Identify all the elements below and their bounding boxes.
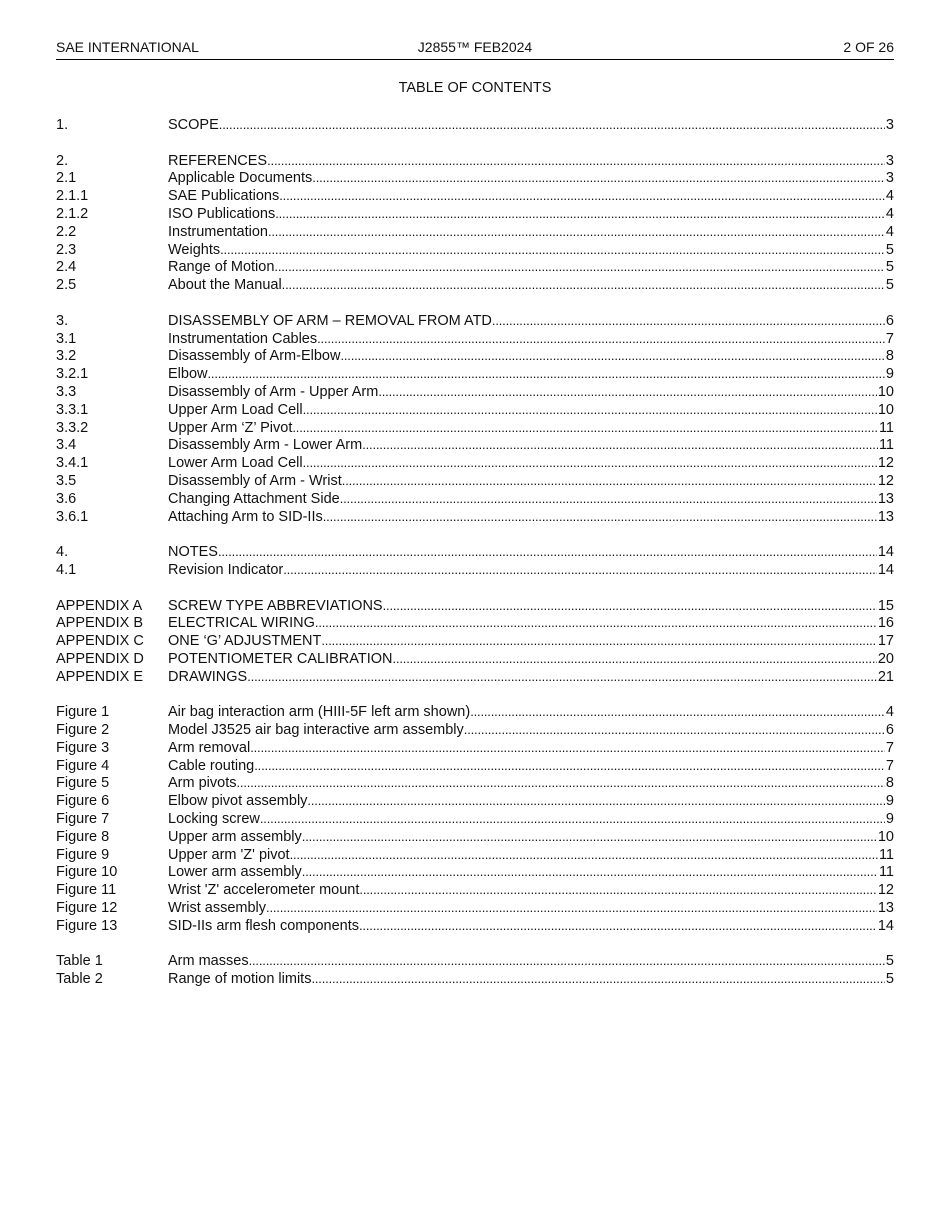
dot-leader bbox=[279, 187, 885, 205]
toc-entry-number: Table 2 bbox=[56, 971, 103, 988]
toc-entry-number: Figure 9 bbox=[56, 846, 110, 863]
toc-entry[interactable] bbox=[56, 668, 894, 686]
toc-title: TABLE OF CONTENTS bbox=[398, 80, 552, 96]
toc-entry-page: 14 bbox=[877, 917, 894, 934]
dot-leader bbox=[292, 419, 878, 437]
toc-entry-number: Figure 1 bbox=[56, 704, 110, 721]
toc-entry-page: 7 bbox=[885, 757, 894, 774]
toc-entry[interactable] bbox=[56, 650, 894, 668]
toc-entry[interactable] bbox=[56, 365, 894, 383]
toc-entry-page: 15 bbox=[877, 597, 894, 614]
toc-entry-number: 3.2.1 bbox=[56, 366, 89, 383]
toc-entry[interactable] bbox=[56, 347, 894, 365]
toc-entry-page: 8 bbox=[885, 348, 894, 365]
toc-entry-number: 2. bbox=[56, 152, 69, 169]
dot-leader bbox=[312, 169, 885, 187]
toc-entry-page: 14 bbox=[877, 544, 894, 561]
dot-leader bbox=[267, 152, 885, 170]
toc-entry-number: 3.3.1 bbox=[56, 401, 89, 418]
toc-entry-title: Locking screw bbox=[168, 811, 260, 828]
dot-leader bbox=[303, 401, 877, 419]
toc-entry-page: 5 bbox=[885, 259, 894, 276]
toc-entry-page: 5 bbox=[885, 277, 894, 294]
header-page-number: 2 OF 26 bbox=[843, 39, 894, 55]
toc-entry[interactable] bbox=[56, 561, 894, 579]
toc-entry[interactable] bbox=[56, 258, 894, 276]
toc-group bbox=[56, 703, 894, 934]
toc-entry[interactable] bbox=[56, 187, 894, 205]
toc-entry[interactable] bbox=[56, 436, 894, 454]
dot-leader bbox=[492, 312, 885, 330]
toc-entry[interactable] bbox=[56, 223, 894, 241]
toc-entry-number: 2.3 bbox=[56, 241, 77, 258]
dot-leader bbox=[290, 846, 878, 864]
dot-leader bbox=[393, 650, 877, 668]
dot-leader bbox=[342, 472, 877, 490]
toc-entry-number: 3.3.2 bbox=[56, 419, 89, 436]
toc-entry[interactable] bbox=[56, 419, 894, 437]
dot-leader bbox=[247, 668, 877, 686]
dot-leader bbox=[275, 205, 885, 223]
toc-entry-title: Arm masses bbox=[168, 953, 249, 970]
toc-entry-number: Figure 11 bbox=[56, 882, 117, 899]
toc-entry[interactable] bbox=[56, 917, 894, 935]
toc-entry-title: Upper arm 'Z' pivot bbox=[168, 846, 290, 863]
toc-entry-number: 2.1.1 bbox=[56, 188, 89, 205]
toc-entry[interactable] bbox=[56, 597, 894, 615]
dot-leader bbox=[303, 454, 877, 472]
toc-entry[interactable] bbox=[56, 152, 894, 170]
toc-entry-page: 21 bbox=[877, 668, 894, 685]
toc-entry-title: Cable routing bbox=[168, 757, 255, 774]
dot-leader bbox=[249, 952, 885, 970]
toc-entry-title: Model J3525 air bag interactive arm assembly bbox=[168, 722, 464, 739]
toc-entry[interactable] bbox=[56, 401, 894, 419]
toc-entry-title: SAE Publications bbox=[168, 188, 280, 205]
dot-leader bbox=[311, 970, 884, 988]
dot-leader bbox=[340, 347, 884, 365]
toc-entry[interactable] bbox=[56, 828, 894, 846]
toc-entry-title: DRAWINGS bbox=[168, 668, 248, 685]
dot-leader bbox=[268, 223, 885, 241]
toc-entry[interactable] bbox=[56, 241, 894, 259]
toc-entry-number: Figure 5 bbox=[56, 775, 110, 792]
toc-entry-number: Figure 4 bbox=[56, 757, 110, 774]
toc-entry[interactable] bbox=[56, 846, 894, 864]
toc-entry[interactable] bbox=[56, 312, 894, 330]
toc-entry-number: Figure 7 bbox=[56, 811, 110, 828]
toc-entry[interactable] bbox=[56, 774, 894, 792]
toc-entry-page: 9 bbox=[885, 811, 894, 828]
toc-entry[interactable] bbox=[56, 614, 894, 632]
toc-entry-page: 3 bbox=[885, 117, 894, 133]
toc-entry-title: Revision Indicator bbox=[168, 561, 284, 578]
toc-entry[interactable] bbox=[56, 632, 894, 650]
toc-entry-page: 12 bbox=[877, 455, 894, 472]
toc-entry-title: Weights bbox=[168, 241, 221, 258]
toc-entry-page: 4 bbox=[885, 205, 894, 222]
toc-entry-title: Arm pivots bbox=[168, 775, 237, 792]
toc-entry-title: Disassembly of Arm-Elbow bbox=[168, 348, 341, 365]
header-document-id: J2855™ FEB2024 bbox=[417, 39, 533, 55]
dot-leader bbox=[250, 739, 885, 757]
toc-entry-title: SCREW TYPE ABBREVIATIONS bbox=[168, 597, 383, 614]
dot-leader bbox=[359, 917, 877, 935]
toc-entry-title: Wrist assembly bbox=[168, 900, 267, 917]
toc-entry-page: 7 bbox=[885, 330, 894, 347]
toc-entry-page: 3 bbox=[885, 170, 894, 187]
toc-entry[interactable] bbox=[56, 330, 894, 348]
toc-entry[interactable] bbox=[56, 952, 894, 970]
dot-leader bbox=[283, 561, 877, 579]
toc-entry-title: Lower Arm Load Cell bbox=[168, 455, 303, 472]
toc-entry[interactable] bbox=[56, 970, 894, 988]
toc-entry-number: Table 1 bbox=[56, 953, 103, 970]
toc-entry[interactable] bbox=[56, 792, 894, 810]
toc-entry-title: Upper Arm ‘Z’ Pivot bbox=[168, 419, 293, 436]
toc-entry-page: 13 bbox=[877, 900, 894, 917]
toc-entry-number: Figure 10 bbox=[56, 864, 118, 881]
toc-entry-title: SCOPE bbox=[168, 117, 219, 133]
dot-leader bbox=[340, 490, 877, 508]
dot-leader bbox=[383, 597, 877, 615]
toc-entry-title: Disassembly of Arm - Wrist bbox=[168, 472, 342, 489]
dot-leader bbox=[282, 276, 885, 294]
dot-leader bbox=[274, 258, 885, 276]
toc-entry-page: 11 bbox=[878, 419, 894, 436]
toc-entry-title: Upper arm assembly bbox=[168, 828, 302, 845]
toc-entry-page: 9 bbox=[885, 793, 894, 810]
toc-entry-page: 16 bbox=[877, 615, 894, 632]
toc-entry[interactable] bbox=[56, 490, 894, 508]
toc-entry-number: 3.4 bbox=[56, 437, 77, 454]
dot-leader bbox=[464, 721, 885, 739]
toc-group bbox=[56, 152, 894, 294]
dot-leader bbox=[302, 863, 878, 881]
dot-leader bbox=[315, 614, 877, 632]
toc-entry-page: 17 bbox=[877, 633, 894, 650]
toc-entry-number: 3. bbox=[56, 312, 69, 329]
toc-entry-title: Range of Motion bbox=[168, 259, 275, 276]
toc-entry-page: 3 bbox=[885, 152, 894, 169]
toc-entry-number: 2.5 bbox=[56, 277, 77, 294]
dot-leader bbox=[260, 810, 885, 828]
toc-entry-title: Disassembly Arm - Lower Arm bbox=[168, 437, 363, 454]
toc-entry-page: 11 bbox=[878, 864, 894, 881]
toc-entry[interactable] bbox=[56, 454, 894, 472]
toc-entry-title: Disassembly of Arm - Upper Arm bbox=[168, 383, 379, 400]
toc-entry-number: 4.1 bbox=[56, 561, 77, 578]
toc-entry-title: DISASSEMBLY OF ARM – REMOVAL FROM ATD bbox=[168, 312, 492, 329]
toc-entry-number: 2.1 bbox=[56, 170, 77, 187]
dot-leader bbox=[378, 383, 877, 401]
dot-leader bbox=[470, 703, 885, 721]
toc-entry-page: 20 bbox=[877, 650, 894, 667]
toc-entry[interactable] bbox=[56, 276, 894, 294]
toc-entry-page: 10 bbox=[877, 383, 894, 400]
toc-group bbox=[56, 952, 894, 988]
toc-entry-title: Upper Arm Load Cell bbox=[168, 401, 303, 418]
dot-leader bbox=[362, 436, 878, 454]
toc-entry-title: POTENTIOMETER CALIBRATION bbox=[168, 650, 393, 667]
toc-entry-page: 11 bbox=[878, 846, 894, 863]
toc-entry[interactable] bbox=[56, 810, 894, 828]
toc-entry-title: Changing Attachment Side bbox=[168, 490, 340, 507]
toc-entry-title: NOTES bbox=[168, 544, 218, 561]
toc-entry-number: APPENDIX C bbox=[56, 633, 144, 650]
toc-entry-number: APPENDIX B bbox=[56, 615, 144, 632]
toc-entry[interactable] bbox=[56, 508, 894, 526]
toc-entry-number: 2.1.2 bbox=[56, 205, 89, 222]
toc-entry-title: About the Manual bbox=[168, 277, 282, 294]
toc-entry-title: Applicable Documents bbox=[168, 170, 313, 187]
toc-entry-page: 4 bbox=[885, 704, 894, 721]
toc-entry-page: 13 bbox=[877, 508, 894, 525]
table-of-contents bbox=[56, 116, 894, 1006]
dot-leader bbox=[208, 365, 885, 383]
toc-entry[interactable] bbox=[56, 721, 894, 739]
toc-entry-number: 3.1 bbox=[56, 330, 77, 347]
toc-entry-number: 3.6.1 bbox=[56, 508, 89, 525]
toc-entry-number: Figure 8 bbox=[56, 828, 110, 845]
toc-entry-page: 14 bbox=[877, 561, 894, 578]
dot-leader bbox=[266, 899, 877, 917]
dot-leader bbox=[359, 881, 876, 899]
toc-entry[interactable] bbox=[56, 543, 894, 561]
toc-entry-number: Figure 6 bbox=[56, 793, 110, 810]
toc-entry-title: Lower arm assembly bbox=[168, 864, 302, 881]
toc-entry-number: 2.2 bbox=[56, 223, 77, 240]
toc-entry[interactable] bbox=[56, 703, 894, 721]
toc-entry[interactable] bbox=[56, 739, 894, 757]
toc-entry-number: Figure 2 bbox=[56, 722, 110, 739]
toc-entry-title: ISO Publications bbox=[168, 205, 276, 222]
toc-entry-page: 5 bbox=[885, 953, 894, 970]
toc-entry-title: Wrist 'Z' accelerometer mount bbox=[168, 882, 360, 899]
toc-entry-number: Figure 3 bbox=[56, 739, 110, 756]
toc-entry-page: 7 bbox=[885, 739, 894, 756]
toc-entry-number: Figure 13 bbox=[56, 917, 118, 934]
toc-entry-page: 10 bbox=[877, 401, 894, 418]
dot-leader bbox=[307, 792, 885, 810]
toc-entry-number: 3.3 bbox=[56, 383, 77, 400]
toc-entry-page: 11 bbox=[878, 437, 894, 454]
toc-entry[interactable] bbox=[56, 205, 894, 223]
toc-entry-page: 4 bbox=[885, 188, 894, 205]
toc-entry-page: 5 bbox=[885, 241, 894, 258]
toc-entry-title: Instrumentation Cables bbox=[168, 330, 318, 347]
toc-group bbox=[56, 116, 894, 134]
toc-entry[interactable] bbox=[56, 863, 894, 881]
dot-leader bbox=[254, 757, 885, 775]
toc-entry[interactable] bbox=[56, 169, 894, 187]
toc-entry[interactable] bbox=[56, 116, 894, 134]
toc-entry[interactable] bbox=[56, 757, 894, 775]
toc-entry-page: 13 bbox=[877, 490, 894, 507]
toc-entry-page: 10 bbox=[877, 828, 894, 845]
toc-entry-number: Figure 12 bbox=[56, 900, 118, 917]
toc-entry-title: SID-IIs arm flesh components bbox=[168, 917, 359, 934]
toc-entry-title: Attaching Arm to SID-IIs bbox=[168, 508, 323, 525]
dot-leader bbox=[220, 241, 885, 259]
toc-entry[interactable] bbox=[56, 472, 894, 490]
toc-entry-title: REFERENCES bbox=[168, 152, 268, 169]
toc-entry-number: APPENDIX D bbox=[56, 650, 144, 667]
toc-group bbox=[56, 312, 894, 526]
dot-leader bbox=[237, 774, 885, 792]
toc-entry[interactable] bbox=[56, 881, 894, 899]
toc-entry-page: 6 bbox=[885, 722, 894, 739]
toc-entry-title: Range of motion limits bbox=[168, 971, 312, 988]
toc-entry-page: 5 bbox=[885, 971, 894, 988]
toc-entry-page: 8 bbox=[885, 775, 894, 792]
toc-entry-page: 4 bbox=[885, 223, 894, 240]
toc-entry-title: Elbow bbox=[168, 366, 208, 383]
toc-entry-number: 1. bbox=[56, 117, 69, 133]
dot-leader bbox=[317, 330, 885, 348]
toc-entry-number: 2.4 bbox=[56, 259, 77, 276]
toc-entry-number: 3.2 bbox=[56, 348, 77, 365]
toc-group bbox=[56, 597, 894, 686]
toc-entry-title: Instrumentation bbox=[168, 223, 268, 240]
page-header bbox=[56, 38, 894, 60]
toc-entry-number: 4. bbox=[56, 544, 69, 561]
toc-entry-title: Elbow pivot assembly bbox=[168, 793, 308, 810]
toc-entry-title: ONE ‘G’ ADJUSTMENT bbox=[168, 633, 322, 650]
dot-leader bbox=[323, 508, 877, 526]
toc-entry-page: 12 bbox=[877, 882, 894, 899]
header-publisher: SAE INTERNATIONAL bbox=[56, 39, 199, 55]
toc-entry-page: 12 bbox=[877, 472, 894, 489]
toc-entry[interactable] bbox=[56, 899, 894, 917]
toc-entry[interactable] bbox=[56, 383, 894, 401]
toc-entry-page: 9 bbox=[885, 366, 894, 383]
toc-group bbox=[56, 543, 894, 579]
toc-entry-number: 3.4.1 bbox=[56, 455, 89, 472]
toc-entry-title: Arm removal bbox=[168, 739, 251, 756]
dot-leader bbox=[321, 632, 877, 650]
dot-leader bbox=[219, 116, 885, 134]
toc-entry-number: 3.5 bbox=[56, 472, 77, 489]
toc-entry-title: ELECTRICAL WIRING bbox=[168, 615, 315, 632]
dot-leader bbox=[302, 828, 877, 846]
toc-entry-number: APPENDIX E bbox=[56, 668, 144, 685]
toc-entry-page: 6 bbox=[885, 312, 894, 329]
dot-leader bbox=[218, 543, 877, 561]
toc-entry-number: APPENDIX A bbox=[56, 597, 143, 614]
toc-entry-number: 3.6 bbox=[56, 490, 77, 507]
toc-entry-title: Air bag interaction arm (HIII-5F left arm shown) bbox=[168, 704, 471, 721]
